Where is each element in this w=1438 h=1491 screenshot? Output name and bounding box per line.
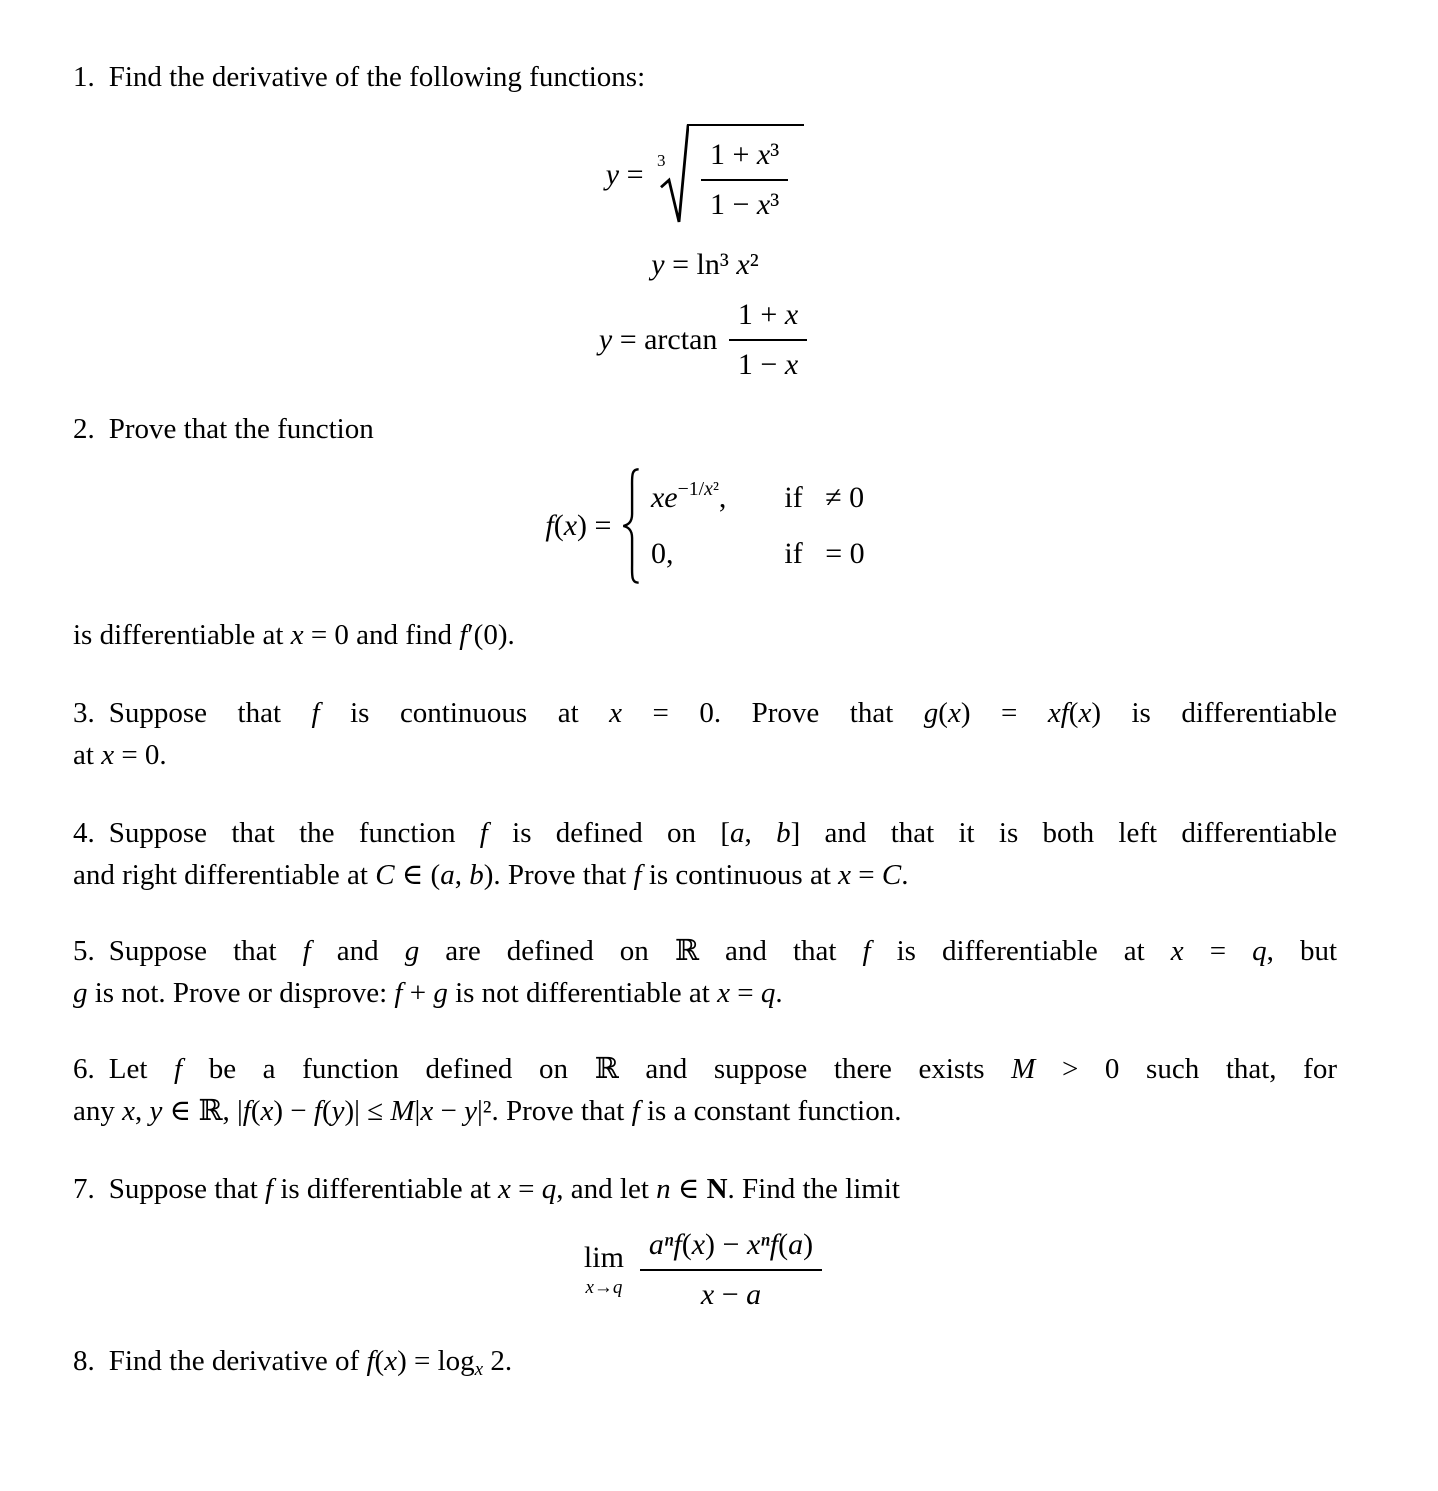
left-brace-icon <box>619 466 643 586</box>
problem-3 <box>73 692 1337 776</box>
limit-subscript: x→q <box>585 1277 623 1298</box>
problem-2-number: 2. <box>73 413 95 445</box>
problem-3-line-2 <box>73 734 1337 776</box>
problem-6-line-1 <box>73 1048 1337 1090</box>
problem-7-text: Suppose that f is differentiable at x = q, and let n ∈ N. Find the limit <box>108 1173 900 1205</box>
problem-2-heading <box>73 408 1337 450</box>
problem-6-line-2 <box>73 1090 1337 1132</box>
fraction-numerator: 1 + x <box>737 298 799 331</box>
fraction-numerator: aⁿf(x) − xⁿf(a) <box>648 1228 814 1261</box>
fraction <box>701 136 788 224</box>
case-1-expression: $xe^{-1/x^2}$, <box>650 478 727 514</box>
problem-1-heading <box>73 56 1337 98</box>
problem-4-text-2: and right differentiable at C ∈ (a, b). Prove that f is continuous at x = C. <box>73 859 909 891</box>
equation-limit <box>73 1226 1337 1314</box>
fraction <box>729 296 807 384</box>
problem-1-text: Find the derivative of the following functions: <box>108 61 646 93</box>
problem-5-number: 5. <box>73 935 95 967</box>
problem-6-number: 6. <box>73 1053 95 1085</box>
equation-arctan-lhs: y = arctan <box>598 323 725 356</box>
problem-3-text-2: at x = 0. <box>73 739 167 771</box>
problem-3-number: 3. <box>73 697 95 729</box>
case-2-expression: 0, <box>650 537 674 570</box>
fraction-denominator: 1 − x <box>729 339 807 384</box>
problem-5-text-2: g is not. Prove or disprove: f + g is not differentiable at x = q. <box>73 977 783 1009</box>
problem-6-text-2: any x, y ∈ ℝ, |f(x) − f(y)| ≤ M|x − y|². Prove that f is a constant function. <box>73 1095 902 1127</box>
piecewise-cases <box>619 466 865 586</box>
limit-word: lim <box>583 1241 624 1274</box>
problem-4-text-1: Suppose that the function f is defined on [a, b] and that it is both left differentiable <box>108 817 1338 849</box>
radical-sign-icon <box>659 124 689 226</box>
problem-4-line-2 <box>73 854 1337 896</box>
radicand <box>687 124 804 226</box>
equation-cube-root <box>73 124 1337 226</box>
problem-2-continuation-text: is differentiable at x = 0 and find f′(0). <box>73 619 515 651</box>
problem-1-number: 1. <box>73 61 95 93</box>
radical <box>659 124 804 226</box>
problem-5-line-1 <box>73 930 1337 972</box>
case-2-condition: if = 0 <box>784 537 865 570</box>
problem-6 <box>73 1048 1337 1132</box>
equation-cube-root-lhs: y = <box>605 158 651 191</box>
problem-5 <box>73 930 1337 1014</box>
problem-4-line-1 <box>73 812 1337 854</box>
problem-2-text: Prove that the function <box>108 413 374 445</box>
problem-3-line-1 <box>73 692 1337 734</box>
problem-7-line <box>73 1168 1337 1210</box>
problem-8-text: Find the derivative of $f(x) = \log_x 2$. <box>108 1345 513 1380</box>
piecewise-grid <box>651 479 865 573</box>
problem-2-continuation <box>73 614 1337 656</box>
limit-operator <box>584 1243 624 1297</box>
fraction <box>640 1226 822 1314</box>
fraction-numerator: 1 + x³ <box>710 138 780 171</box>
problem-4-number: 4. <box>73 817 95 849</box>
equation-piecewise-lhs: f ( x ) = <box>545 509 619 542</box>
equation-ln-body: y = ln³ x ² <box>651 248 759 281</box>
problem-5-line-2 <box>73 972 1337 1014</box>
case-1-condition: if ≠ 0 <box>784 481 865 514</box>
problem-7-number: 7. <box>73 1173 95 1205</box>
problem-5-text-1: Suppose that f and g are defined on ℝ and that f is differentiable at x = q, but <box>108 935 1337 967</box>
fraction-denominator: x − a <box>640 1269 822 1314</box>
fraction-denominator: 1 − x³ <box>701 179 788 224</box>
problem-8-number: 8. <box>73 1345 95 1377</box>
equation-ln <box>73 246 1337 284</box>
problem-4 <box>73 812 1337 896</box>
radical-index: 3 <box>657 150 666 170</box>
problem-6-text-1: Let f be a function defined on ℝ and suppose there exists M > 0 such that, for <box>108 1053 1337 1085</box>
equation-arctan <box>73 296 1337 384</box>
problem-8-line <box>73 1340 1337 1382</box>
equation-piecewise <box>73 466 1337 586</box>
problem-3-text-1: Suppose that f is continuous at x = 0. Prove that g(x) = xf(x) is differentiable <box>108 697 1338 729</box>
